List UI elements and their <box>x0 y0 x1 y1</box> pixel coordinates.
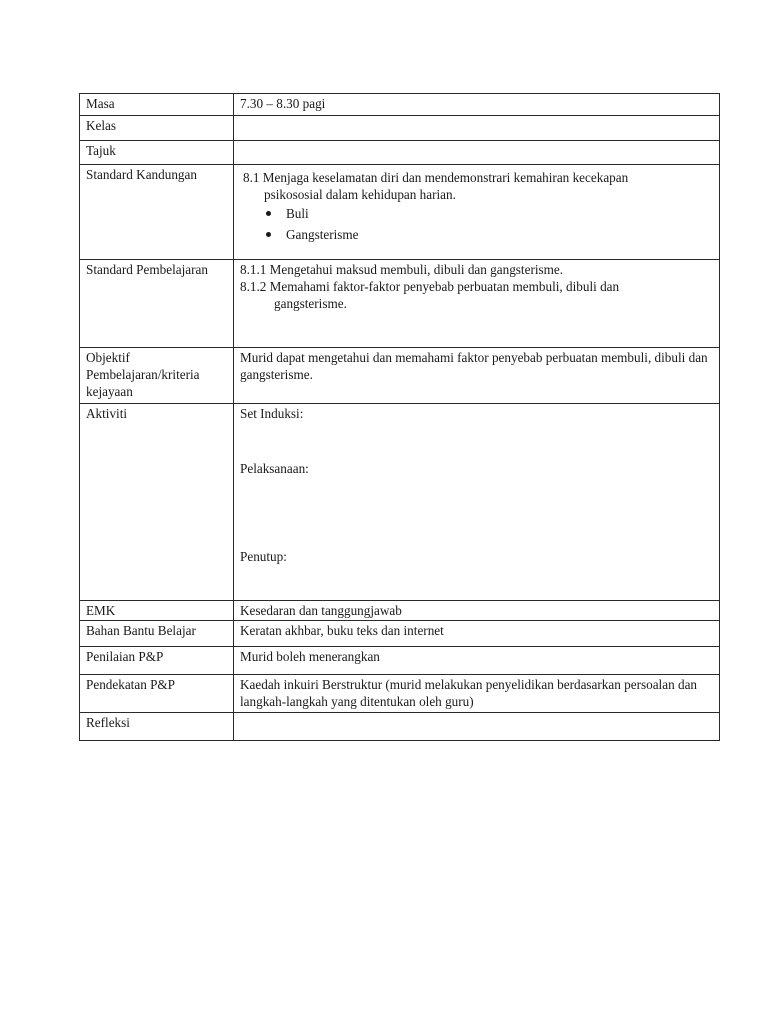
pendekatan-value: Kaedah inkuiri Berstruktur (murid melakukan penyelidikan berdasarkan persoalan dan langkah-langkah yang ditentukan oleh guru) <box>234 675 720 713</box>
emk-label: EMK <box>80 601 234 621</box>
kelas-value <box>234 116 720 141</box>
tajuk-value <box>234 141 720 165</box>
standard-kandungan-line2: psikososial dalam kehidupan harian. <box>264 187 456 202</box>
row-aktiviti <box>80 404 720 601</box>
objektif-value: Murid dapat mengetahui dan memahami faktor penyebab perbuatan membuli, dibuli dan gangsterisme. <box>234 348 720 404</box>
emk-value: Kesedaran dan tanggungjawab <box>234 601 720 621</box>
standard-kandungan-label: Standard Kandungan <box>80 165 234 260</box>
bahan-label: Bahan Bantu Belajar <box>80 621 234 647</box>
masa-value: 7.30 – 8.30 pagi <box>234 94 720 116</box>
kelas-label: Kelas <box>80 116 234 141</box>
masa-label: Masa <box>80 94 234 116</box>
row-standard-pembelajaran <box>80 260 720 348</box>
row-masa <box>80 94 720 116</box>
standard-pembelajaran-label: Standard Pembelajaran <box>80 260 234 348</box>
penilaian-value: Murid boleh menerangkan <box>234 647 720 675</box>
aktiviti-label: Aktiviti <box>80 404 234 601</box>
refleksi-value <box>234 713 720 741</box>
bullet-item: Gangsterisme <box>286 224 713 245</box>
tajuk-label: Tajuk <box>80 141 234 165</box>
row-emk <box>80 601 720 621</box>
standard-kandungan-bullets <box>240 203 713 245</box>
standard-kandungan-line1: 8.1 Menjaga keselamatan diri dan mendemonstrari kemahiran kecekapan <box>243 170 629 185</box>
row-penilaian <box>80 647 720 675</box>
standard-pembelajaran-item2-cont: gangsterisme. <box>274 296 347 311</box>
row-bahan-bantu <box>80 621 720 647</box>
row-objektif <box>80 348 720 404</box>
standard-pembelajaran-value <box>234 260 720 348</box>
standard-pembelajaran-item1: 8.1.1 Mengetahui maksud membuli, dibuli dan gangsterisme. <box>240 262 564 277</box>
row-refleksi <box>80 713 720 741</box>
set-induksi-label: Set Induksi: <box>240 406 304 421</box>
penutup-label: Penutup: <box>240 549 287 564</box>
row-kelas <box>80 116 720 141</box>
row-tajuk <box>80 141 720 165</box>
bahan-value: Keratan akhbar, buku teks dan internet <box>234 621 720 647</box>
refleksi-label: Refleksi <box>80 713 234 741</box>
lesson-plan-table <box>79 93 720 741</box>
pelaksanaan-label: Pelaksanaan: <box>240 461 309 476</box>
pendekatan-label: Pendekatan P&P <box>80 675 234 713</box>
objektif-label: Objektif Pembelajaran/kriteria kejayaan <box>80 348 234 404</box>
aktiviti-value <box>234 404 720 601</box>
row-pendekatan <box>80 675 720 713</box>
row-standard-kandungan <box>80 165 720 260</box>
standard-kandungan-value <box>234 165 720 260</box>
standard-pembelajaran-item2: 8.1.2 Memahami faktor-faktor penyebab perbuatan membuli, dibuli dan <box>240 279 620 294</box>
penilaian-label: Penilaian P&P <box>80 647 234 675</box>
bullet-item: Buli <box>286 203 713 224</box>
